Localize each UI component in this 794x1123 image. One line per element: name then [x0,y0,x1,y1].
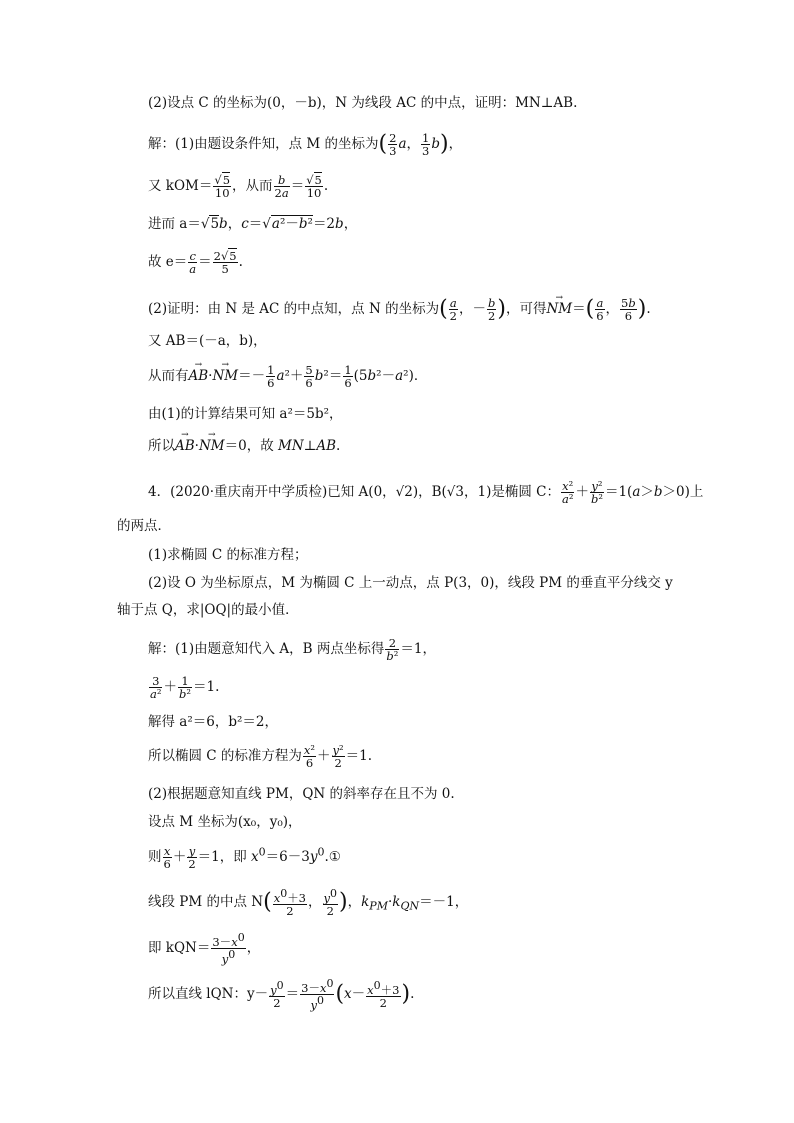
text: 解：(1)由题设条件知，点 M 的坐标为 [148,136,379,153]
text: (2)根据题意知直线 PM，QN 的斜率存在且不为 0. [148,786,455,802]
text-line [148,408,343,422]
text-line: (2)证明：由 N 是 AC 的中点知，点 N 的坐标为( $\frac{a}{2}$ ，－ $\frac{b}{2}$ )，可得→ NM＝( $\frac{a}{6}$ ， $\frac{5b}{6}$ ). [148,297,651,322]
text: 4．(2020·重庆南开中学质检)已知 A(0，√2)，B(√3，1)是椭圆 C： [148,484,560,501]
text-line [148,549,308,563]
text: 的两点． [117,518,171,534]
text: 轴于点 Q，求|OQ|的最小值． [117,602,299,618]
text-line: 4．(2020·重庆南开中学质检)已知 A(0，√2)，B(√3，1)是椭圆 C： $\frac{\text{x²}}{\text{a²}}$ ＋ $\frac{\text{y²}}{\text{b²}}$ ＝1(a＞b＞0)上 [148,479,704,507]
text: 进而 a＝ [148,216,201,232]
text-line: 所以直线 lQN：y－ $\frac{y^0}{2}$ ＝ $\frac{3-x^0}{y^0}$ (x－ $\frac{x^0+3}{2}$ ). [148,977,415,1012]
text: 故 e＝ [148,254,188,271]
text-line [117,604,299,618]
text: 所以椭圆 C 的标准方程为 [148,748,302,765]
text: 线段 PM 的中点 N [148,893,264,910]
text-line [148,716,278,730]
text-line: 故 e＝ $\frac{c}{a}$ ＝ $\frac{2√5}{5}$ . [148,249,243,277]
text-line: 又 kOM＝ $\frac{√5}{10}$ ，从而 $\frac{b}{2a}$ ＝ $\frac{√5}{10}$ . [148,173,329,201]
text: 所以直线 lQN：y－ [148,985,269,1002]
text-line: 解：(1)由题意知代入 A，B 两点坐标得 $\frac{2}{\text{b²}}$ ＝1， [148,636,436,664]
text: 所以 [148,438,175,454]
text-line: 则 $\frac{x}{6}$ ＋ $\frac{y}{2}$ ＝1，即 $x^0=6-3y^0.①$ [148,844,341,872]
text: 又 kOM＝ [148,178,213,195]
text: 由(1)的计算结果可知 a²＝5b²， [148,406,343,422]
text-line: 线段 PM 的中点 N( $\frac{x^0+3}{2}$ ， $\frac{y^0}{2}$ )，$k_{PM}\cdot k_{QN}=-1$， [148,887,469,918]
text-line: 从而有→ AB·→ NM＝－ $\frac{1}{6}$ a²＋ $\frac{5}{6}$ b²＝ $\frac{1}{6}$ (5b²－a²)． [148,364,427,389]
text-line: $\frac{3}{\text{a²}}$ ＋ $\frac{1}{\text{b²}}$ ＝1. [150,674,220,702]
text-line [148,97,577,111]
text: 从而有 [148,368,189,385]
text-line: 进而 a＝√5b，c＝√a²－b²＝2b， [148,216,358,232]
text-line: 所以椭圆 C 的标准方程为 $\frac{\text{x²}}{6}$ ＋ $\frac{\text{y²}}{2}$ ＝1. [148,743,373,771]
text-line [148,577,673,591]
text: (2)证明：由 N 是 AC 的中点知，点 N 的坐标为 [148,301,440,318]
text-line [148,816,302,830]
text-line [117,520,171,534]
text: 解：(1)由题意知代入 A，B 两点坐标得 [148,641,385,658]
text: 解得 a²＝6，b²＝2， [148,714,278,730]
text-line: 即 kQN＝ $\frac{3-x^0}{y^0}$ ， [148,931,261,966]
text: 又 AB＝(－a，b)， [148,333,267,349]
text: 设点 M 坐标为(x₀，y₀)， [148,814,302,830]
text: (1)求椭圆 C 的标准方程； [148,547,308,563]
text-line: 所以→ AB·→ NM＝0，故 MN⊥AB. [148,440,340,454]
text: 则 [148,849,162,866]
text: (2)设点 C 的坐标为(0，－b)，N 为线段 AC 的中点，证明：MN⊥AB. [148,95,578,111]
text-line [148,335,267,349]
text: (2)设 O 为坐标原点，M 为椭圆 C 上一动点，点 P(3，0)，线段 PM 的垂直平分线交 y [148,575,673,591]
text-line: 解：(1)由题设条件知，点 M 的坐标为( $\frac{2}{3}$ a， $\frac{1}{3}$ b)， [148,131,463,159]
text: 即 kQN＝ [148,939,211,956]
text-line [148,788,455,802]
